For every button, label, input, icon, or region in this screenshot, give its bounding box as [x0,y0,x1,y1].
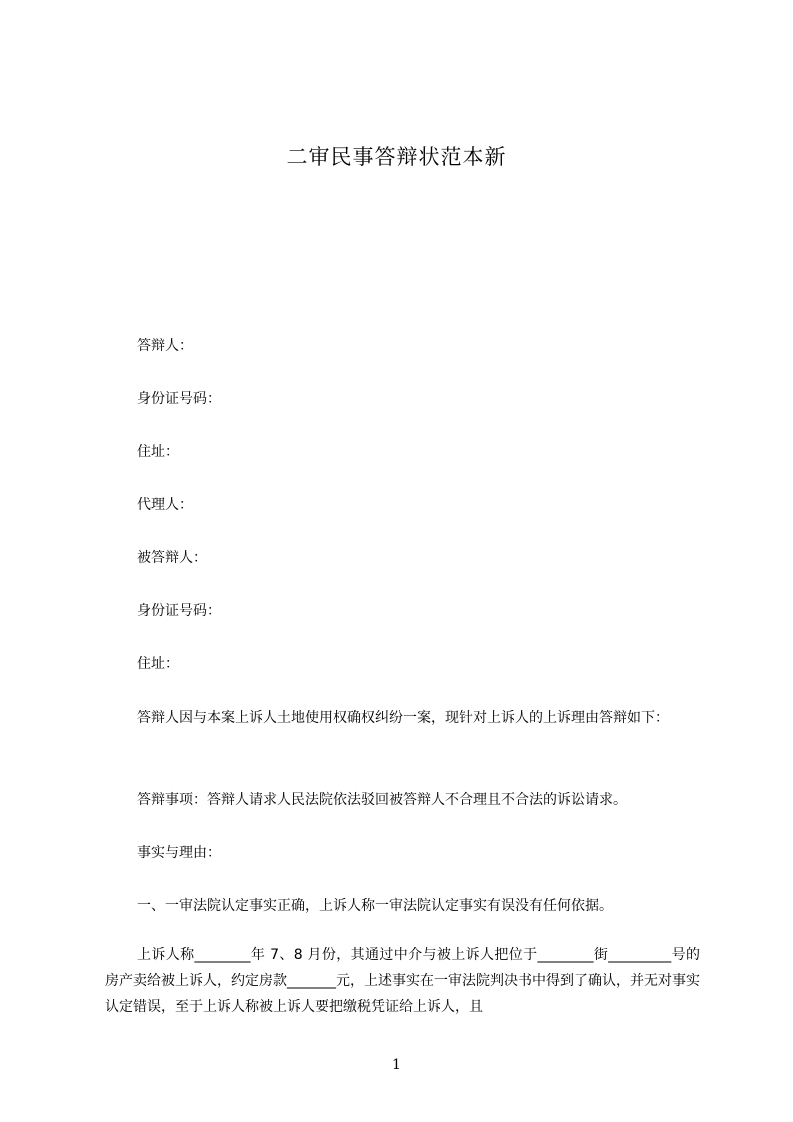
document-title: 二审民事答辩状范本新 [286,145,507,169]
defense-matter-paragraph: 答辩事项：答辩人请求人民法院依法驳回被答辩人不合理且不合法的诉讼请求。 [137,792,627,808]
respondent-address-label: 住址： [137,444,179,460]
respondent-id-label: 身份证号码： [137,391,221,407]
agent-label: 代理人： [137,497,193,513]
page-number: 1 [392,1057,401,1073]
opposing-party-address-label: 住址： [137,656,179,672]
facts-reasons-heading: 事实与理由： [137,845,221,861]
opposing-party-id-label: 身份证号码： [137,603,221,619]
respondent-label: 答辩人： [137,338,193,354]
intro-paragraph: 答辩人因与本案上诉人土地使用权确权纠纷一案，现针对上诉人的上诉理由答辩如下： [137,710,669,726]
opposing-party-label: 被答辩人： [137,550,207,566]
body-paragraph: 上诉人称________年 7、8 月份，其通过中介与被上诉人把位于________街_________号的房产卖给被上诉人，约定房款_______元，上述事实在一审法院判决书中得到了确认，并无对事实认定错误，至于上诉人称被上诉人要把缴税凭证给上诉人，且 [105,947,700,1015]
point-one-heading: 一、一审法院认定事实正确，上诉人称一审法院认定事实有误没有任何依据。 [137,898,613,914]
